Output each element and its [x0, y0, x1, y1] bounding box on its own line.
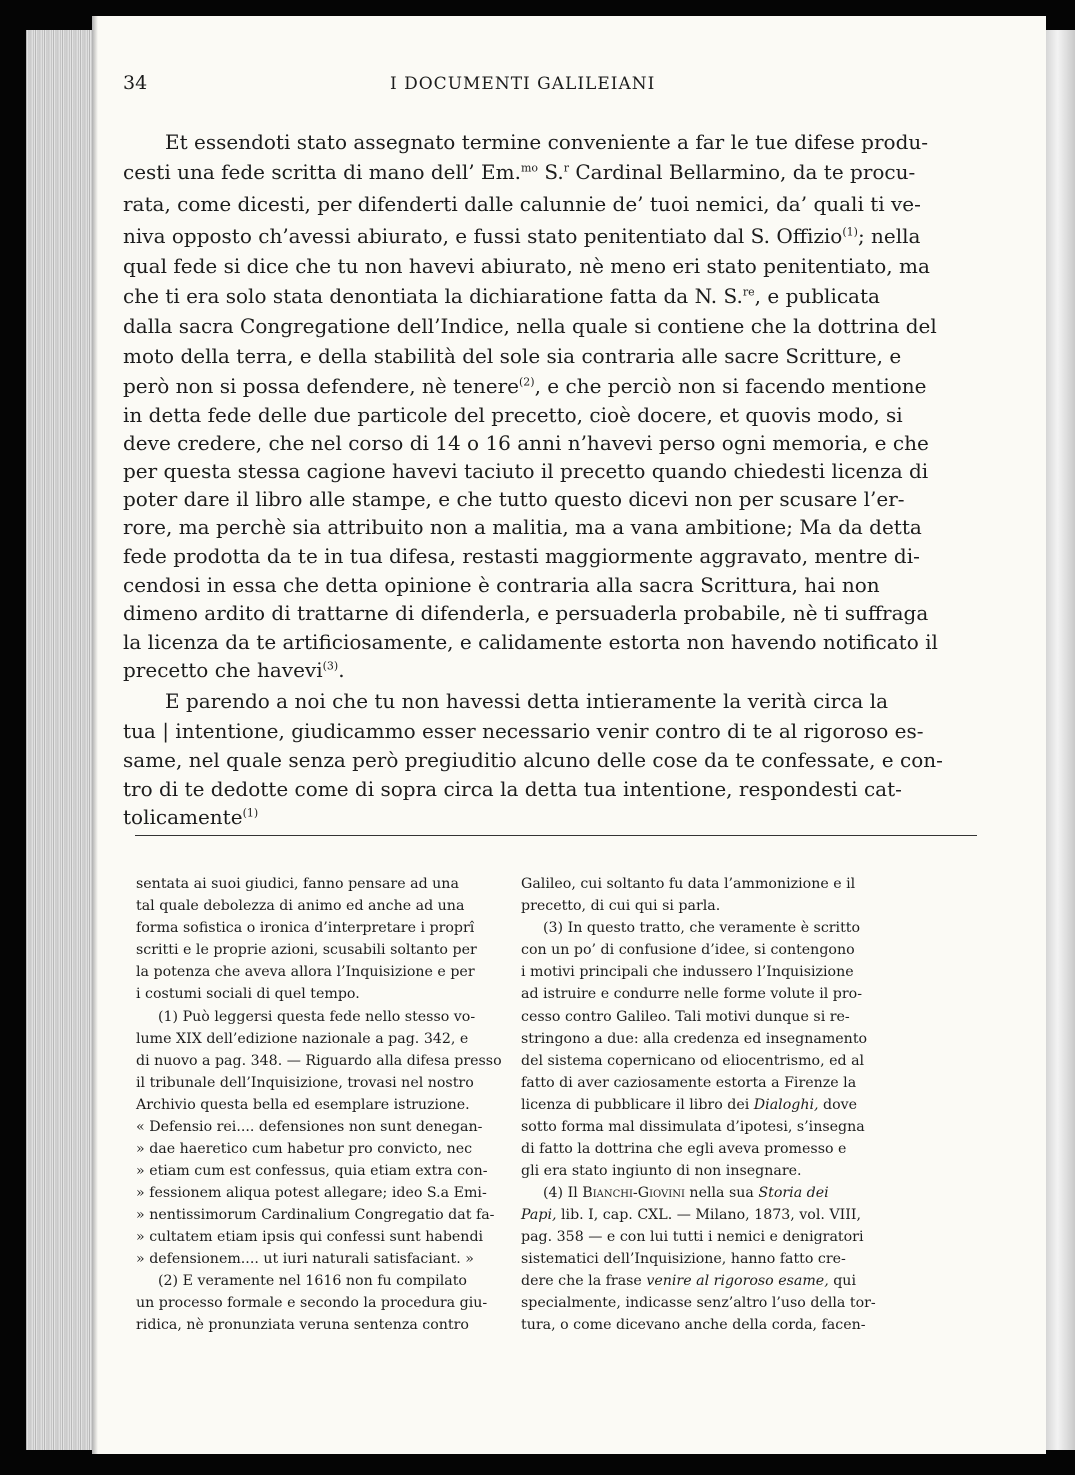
footnote-line: fatto di aver caziosamente estorta a Firenze la [521, 1075, 857, 1091]
footnote-line: specialmente, indicasse senz’altro l’uso della tor- [521, 1295, 876, 1311]
footnote-line: forma sofistica o ironica d’interpretare i proprî [136, 920, 475, 936]
footnote-line: di fatto la dottrina che egli aveva promesso e [521, 1141, 847, 1157]
footnote-line: dere che la frase venire al rigoroso esame, qui [521, 1273, 856, 1289]
footnote-line: ridica, nè pronunziata veruna sentenza contro [136, 1317, 469, 1333]
text-line: dalla sacra Congregatione dell’Indice, nella quale si contiene che la dottrina del [123, 314, 937, 338]
text-line: che ti era solo stata denontiata la dichiaratione fatta da N. S.$^{re}$, e publicata [123, 284, 880, 308]
footnote-line: di nuovo a pag. 348. — Riguardo alla difesa presso [136, 1053, 502, 1069]
footnote-line: del sistema copernicano od eliocentrismo, ed al [521, 1053, 865, 1069]
footnote-line: i motivi principali che indussero l’Inquisizione [521, 964, 854, 980]
footnote-line: « Defensio rei.... defensiones non sunt denegan- [136, 1119, 483, 1135]
text-line: tro di te dedotte come di sopra circa la detta tua intentione, respondesti cat- [123, 777, 902, 801]
text-line: in detta fede delle due particole del precetto, cioè docere, et quovis modo, si [123, 403, 903, 427]
text-line: però non si possa defendere, nè tenere$^{(2)}$, e che perciò non si facendo mentione [123, 374, 927, 398]
text-line: dimeno ardito di trattarne di difenderla, e persuaderla probabile, nè ti suffraga [123, 601, 929, 625]
text-line: Et essendoti stato assegnato termine conveniente a far le tue difese produ- [165, 130, 929, 154]
text-line: per questa stessa cagione havevi taciuto il precetto quando chiedesti licenza di [123, 459, 929, 483]
footnote-line: lume XIX dell’edizione nazionale a pag. 342, e [136, 1031, 469, 1047]
footnote-line: sistematici dell’Inquisizione, hanno fatto cre- [521, 1251, 846, 1267]
footnote-line: gli era stato ingiunto di non insegnare. [521, 1163, 802, 1179]
text-line: niva opposto ch’avessi abiurato, e fussi stato penitentiato dal S. Offizio$^{(1)}$; nella [123, 224, 921, 248]
footnote-line: sentata ai suoi giudici, fanno pensare ad una [136, 876, 459, 892]
text-line: cesti una fede scritta di mano dell’ Em.$^{mo}$ S.$^r$ Cardinal Bellarmino, da te procu- [123, 160, 916, 184]
text-line: fede prodotta da te in tua difesa, restasti maggiormente aggravato, mentre di- [123, 544, 920, 568]
gutter-shadow [92, 16, 98, 1454]
text-line: la licenza da te artificiosamente, e calidamente estorta non havendo notificato il [123, 630, 938, 654]
footnote-line: » defensionem.... ut iuri naturali satisfaciant. » [136, 1251, 474, 1267]
text-line: poter dare il libro alle stampe, e che tutto questo dicevi non per scusare l’er- [123, 487, 905, 511]
footnote-line: tal quale debolezza di animo ed anche ad una [136, 898, 465, 914]
text-line: same, nel quale senza però pregiuditio alcuno delle cose da te confessate, e con- [123, 748, 943, 772]
text-line: rore, ma perchè sia attribuito non a malitia, ma a vana ambitione; Ma da detta [123, 515, 922, 539]
footnote-line: » nentissimorum Cardinalium Congregatio dat fa- [136, 1207, 495, 1223]
page-number: 34 [123, 72, 148, 94]
footnote-line: il tribunale dell’Inquisizione, trovasi nel nostro [136, 1075, 474, 1091]
footnote-line: cesso contro Galileo. Tali motivi dunque si re- [521, 1009, 850, 1025]
footnote-line: » cultatem etiam ipsis qui confessi sunt habendi [136, 1229, 484, 1245]
book-page-edges [26, 30, 96, 1450]
footnote-line: (2) E veramente nel 1616 non fu compilato [158, 1273, 467, 1289]
footnote-line: scritti e le proprie azioni, scusabili soltanto per [136, 942, 477, 958]
text-line: moto della terra, e della stabilità del sole sia contraria alle sacre Scritture, e [123, 344, 902, 368]
footnote-line: stringono a due: alla credenza ed insegnamento [521, 1031, 868, 1047]
footnote-line: (4) Il Bianchi-Giovini nella sua Storia dei [543, 1185, 829, 1201]
footnote-line: precetto, di cui qui si parla. [521, 898, 721, 914]
text-line: tolicamente$^{(1)}$ [123, 805, 259, 829]
footnote-line: un processo formale e secondo la procedura giu- [136, 1295, 488, 1311]
text-line: cendosi in essa che detta opinione è contraria alla sacra Scrittura, hai non [123, 573, 880, 597]
footnote-line: sotto forma mal dissimulata d’ipotesi, s’insegna [521, 1119, 865, 1135]
text-line: qual fede si dice che tu non havevi abiurato, nè meno eri stato penitentiato, ma [123, 254, 930, 278]
footnote-line: (1) Può leggersi questa fede nello stesso vo- [158, 1009, 476, 1025]
footnote-line: tura, o come dicevano anche della corda, facen- [521, 1317, 866, 1333]
text-line: tua | intentione, giudicammo esser necessario venir contro di te al rigoroso es- [123, 719, 924, 743]
footnote-line: Archivio questa bella ed esemplare istruzione. [136, 1097, 470, 1113]
running-title: I DOCUMENTI GALILEIANI [390, 74, 656, 94]
text-line: rata, come dicesti, per difenderti dalle calunnie de’ tuoi nemici, da’ quali ti ve- [123, 192, 921, 216]
footnote-rule [135, 835, 977, 836]
footnote-line: licenza di pubblicare il libro dei Dialoghi, dove [521, 1097, 858, 1113]
footnote-line: i costumi sociali di quel tempo. [136, 986, 360, 1002]
footnote-line: (3) In questo tratto, che veramente è scritto [543, 920, 861, 936]
footnote-line: » dae haeretico cum habetur pro convicto, nec [136, 1141, 473, 1157]
text-line: E parendo a noi che tu non havessi detta intieramente la verità circa la [165, 689, 889, 713]
text-line: precetto che havevi$^{(3)}$. [123, 658, 345, 682]
footnote-line: Galileo, cui soltanto fu data l’ammonizione e il [521, 876, 856, 892]
footnote-line: » etiam cum est confessus, quia etiam extra con- [136, 1163, 488, 1179]
facing-page-edge [1046, 30, 1075, 1450]
footnote-line: la potenza che aveva allora l’Inquisizione e per [136, 964, 475, 980]
footnote-line: con un po’ di confusione d’idee, si contengono [521, 942, 855, 958]
footnote-line: ad istruire e condurre nelle forme volute il pro- [521, 986, 863, 1002]
footnote-line: Papi, lib. I, cap. CXL. — Milano, 1873, vol. VIII, [521, 1207, 861, 1223]
text-line: deve credere, che nel corso di 14 o 16 anni n’havevi perso ogni memoria, e che [123, 431, 929, 455]
footnote-line: pag. 358 — e con lui tutti i nemici e denigratori [521, 1229, 864, 1245]
footnote-line: » fessionem aliqua potest allegare; ideo S.a Emi- [136, 1185, 487, 1201]
